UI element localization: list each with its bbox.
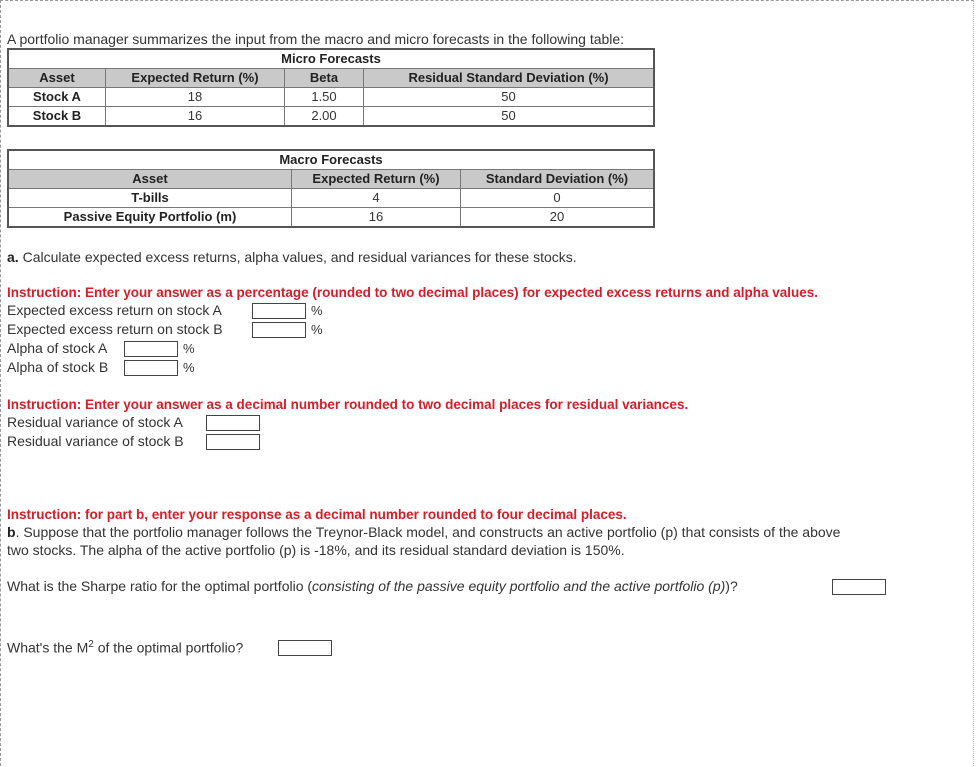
instruction-decimal: Instruction: Enter your answer as a decimal number rounded to two decimal places for residual variances. bbox=[7, 397, 689, 412]
alpha-a-input[interactable] bbox=[124, 341, 178, 357]
part-a-question bbox=[7, 249, 577, 265]
excess-a-label: Expected excess return on stock A bbox=[7, 302, 222, 318]
asset-cell: Stock B bbox=[8, 107, 106, 127]
alpha-a-label: Alpha of stock A bbox=[7, 340, 108, 356]
return-cell: 18 bbox=[106, 88, 285, 107]
excess-return-a-input[interactable] bbox=[252, 303, 306, 319]
excess-return-b-input[interactable] bbox=[252, 322, 306, 338]
asset-cell: Passive Equity Portfolio (m) bbox=[8, 208, 292, 228]
part-b-text1: . Suppose that the portfolio manager follows the Treynor-Black model, and constructs an active portfolio (p) that consists of the above bbox=[15, 524, 841, 540]
alpha-b-label: Alpha of stock B bbox=[7, 359, 109, 375]
m2-question bbox=[7, 639, 243, 656]
percent-sign: % bbox=[311, 303, 323, 318]
m2-superscript: 2 bbox=[88, 639, 94, 650]
part-b-question-line1 bbox=[7, 524, 840, 540]
percent-sign: % bbox=[183, 341, 195, 356]
part-a-text: Calculate expected excess returns, alpha values, and residual variances for these stocks. bbox=[22, 249, 577, 265]
macro-forecasts-table bbox=[7, 149, 655, 228]
micro-forecasts-table bbox=[7, 48, 655, 127]
macro-header-asset: Asset bbox=[8, 170, 292, 189]
return-cell: 4 bbox=[292, 189, 461, 208]
part-b-question-line2: two stocks. The alpha of the active portfolio (p) is -18%, and its residual standard deviation is 150%. bbox=[7, 542, 625, 558]
resvar-b-label: Residual variance of stock B bbox=[7, 433, 184, 449]
sd-cell: 20 bbox=[461, 208, 655, 228]
macro-caption: Macro Forecasts bbox=[8, 150, 654, 170]
sd-cell: 0 bbox=[461, 189, 655, 208]
sharpe-ratio-input[interactable] bbox=[832, 579, 886, 595]
sharpe-question-pre: What is the Sharpe ratio for the optimal portfolio ( bbox=[7, 578, 313, 594]
instruction-part-b: Instruction: for part b, enter your response as a decimal number rounded to four decimal places. bbox=[7, 507, 627, 522]
intro-text: A portfolio manager summarizes the input from the macro and micro forecasts in the following table: bbox=[7, 31, 625, 47]
return-cell: 16 bbox=[292, 208, 461, 228]
table-row bbox=[8, 189, 654, 208]
return-cell: 16 bbox=[106, 107, 285, 127]
percent-sign: % bbox=[311, 322, 323, 337]
excess-b-label: Expected excess return on stock B bbox=[7, 321, 223, 337]
macro-header-return: Expected Return (%) bbox=[292, 170, 461, 189]
percent-sign: % bbox=[183, 360, 195, 375]
micro-header-resid-sd: Residual Standard Deviation (%) bbox=[364, 69, 655, 88]
micro-header-return: Expected Return (%) bbox=[106, 69, 285, 88]
m2-question-post: of the optimal portfolio? bbox=[93, 639, 244, 656]
table-row bbox=[8, 107, 654, 127]
micro-header-beta: Beta bbox=[285, 69, 364, 88]
beta-cell: 1.50 bbox=[285, 88, 364, 107]
resvar-a-label: Residual variance of stock A bbox=[7, 414, 183, 430]
part-b-letter: b bbox=[7, 524, 16, 540]
sharpe-question bbox=[7, 578, 738, 594]
m2-question-pre: What's the M bbox=[7, 639, 89, 656]
resid-sd-cell: 50 bbox=[364, 107, 655, 127]
sharpe-question-emphasis: consisting of the passive equity portfolio and the active portfolio (p) bbox=[312, 578, 726, 594]
alpha-b-input[interactable] bbox=[124, 360, 178, 376]
macro-header-sd: Standard Deviation (%) bbox=[461, 170, 655, 189]
instruction-percent: Instruction: Enter your answer as a percentage (rounded to two decimal places) for expected excess returns and alpha values. bbox=[7, 285, 818, 300]
resid-sd-cell: 50 bbox=[364, 88, 655, 107]
residual-variance-a-input[interactable] bbox=[206, 415, 260, 431]
residual-variance-b-input[interactable] bbox=[206, 434, 260, 450]
part-a-letter: a. bbox=[7, 249, 19, 265]
sharpe-question-post: )? bbox=[725, 578, 738, 594]
table-row bbox=[8, 208, 654, 228]
micro-header-asset: Asset bbox=[8, 69, 106, 88]
table-row bbox=[8, 88, 654, 107]
asset-cell: T-bills bbox=[8, 189, 292, 208]
m2-input[interactable] bbox=[278, 640, 332, 656]
beta-cell: 2.00 bbox=[285, 107, 364, 127]
asset-cell: Stock A bbox=[8, 88, 106, 107]
micro-caption: Micro Forecasts bbox=[8, 49, 654, 69]
